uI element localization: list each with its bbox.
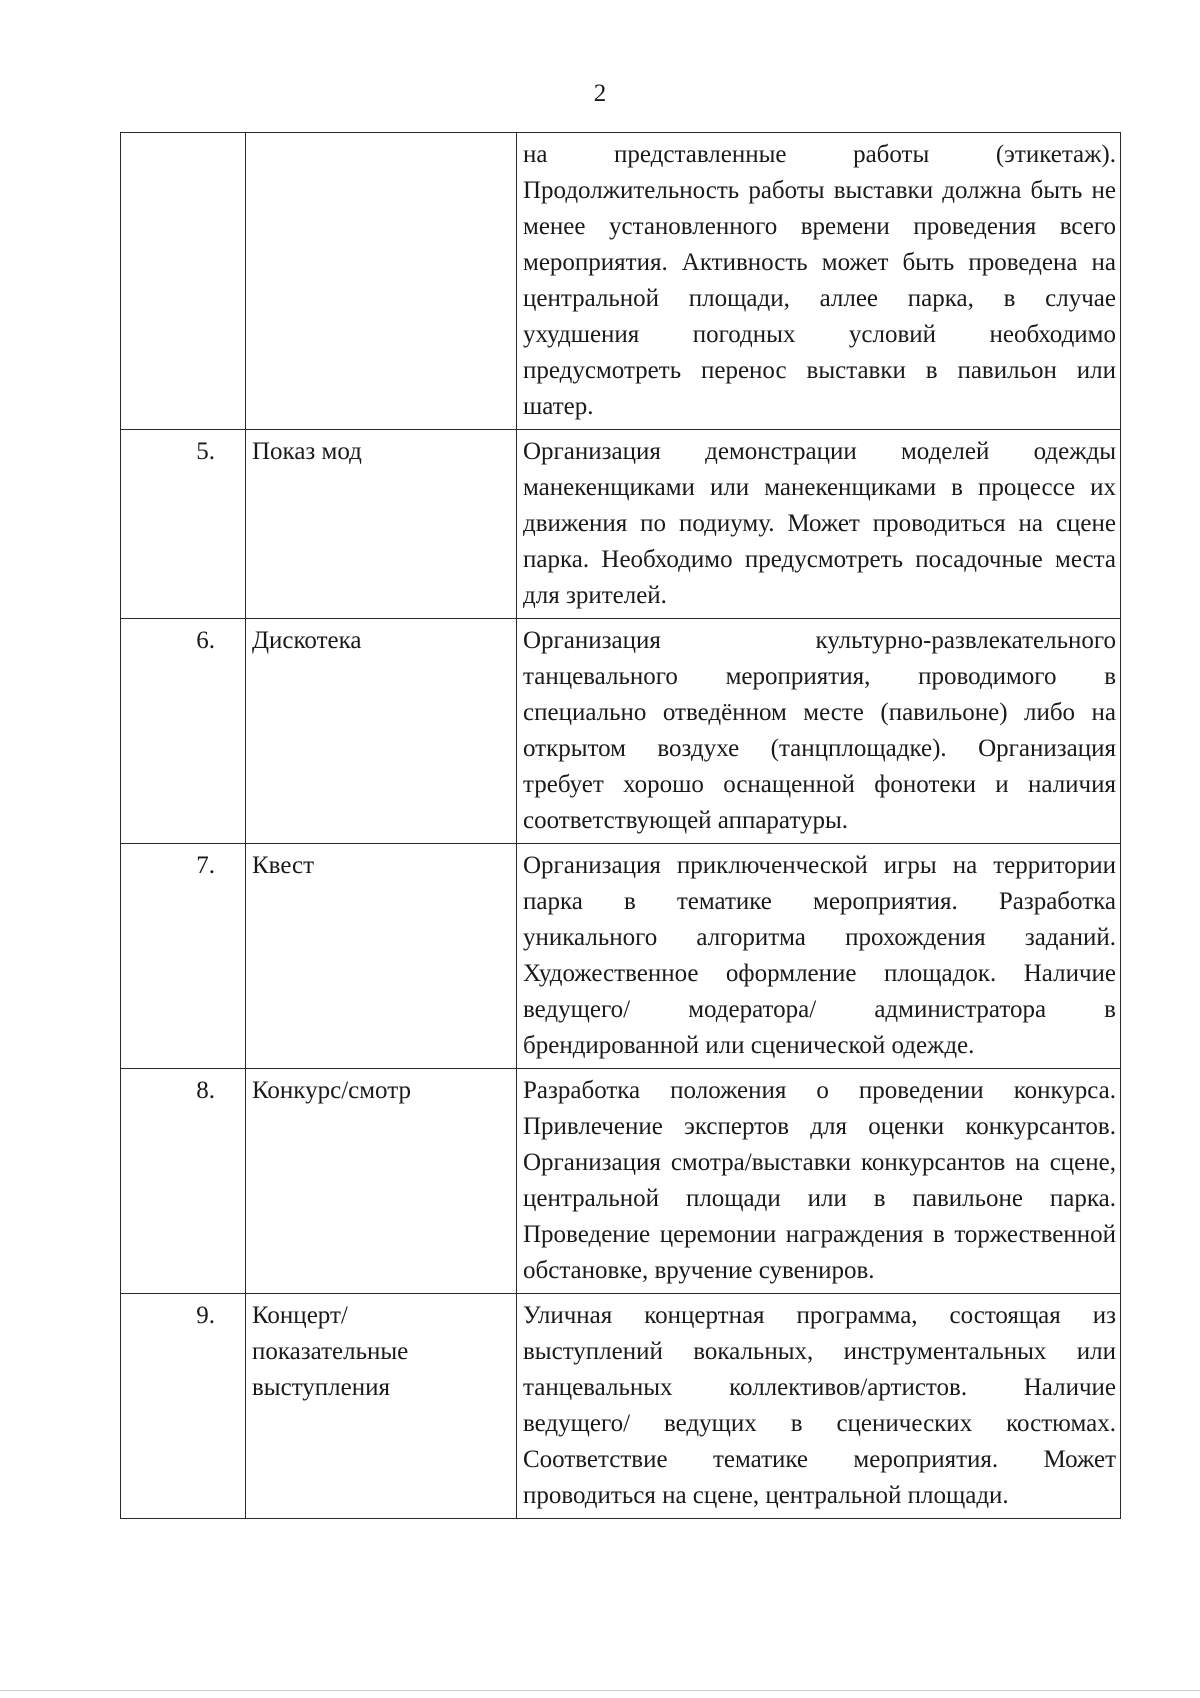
table-row <box>121 430 1121 619</box>
activity-name: Показ мод <box>246 430 517 619</box>
activity-name <box>246 133 517 430</box>
table-row <box>121 1294 1121 1519</box>
row-number <box>121 133 246 430</box>
activity-description: Организация приключенческой игры на территории парка в тематике мероприятия. Разработка уникального алгоритма прохождения заданий. Художественное оформление площадок. Наличие ведущего/ модератора/ администратора в брендированной или сценической одежде. <box>517 844 1121 1069</box>
table-row <box>121 844 1121 1069</box>
activity-description: на представленные работы (этикетаж). Продолжительность работы выставки должна быть не менее установленного времени проведения всего мероприятия. Активность может быть проведена на центральной площади, аллее парка, в случае ухудшения погодных условий необходимо предусмотреть перенос выставки в павильон или шатер. <box>517 133 1121 430</box>
activity-description: Организация культурно-развлекательного танцевального мероприятия, проводимого в специально отведённом месте (павильоне) либо на открытом воздухе (танцплощадке). Организация требует хорошо оснащенной фонотеки и наличия соответствующей аппаратуры. <box>517 619 1121 844</box>
activity-name: Конкурс/смотр <box>246 1069 517 1294</box>
activities-table <box>120 132 1121 1519</box>
activity-name: Концерт/ показательные выступления <box>246 1294 517 1519</box>
row-number: 8. <box>121 1069 246 1294</box>
row-number: 9. <box>121 1294 246 1519</box>
page-edge-divider <box>0 1690 1200 1691</box>
activity-description: Организация демонстрации моделей одежды манекенщиками или манекенщиками в процессе их движения по подиуму. Может проводиться на сцене парка. Необходимо предусмотреть посадочные места для зрителей. <box>517 430 1121 619</box>
table-row <box>121 619 1121 844</box>
activity-name: Квест <box>246 844 517 1069</box>
activity-description: Разработка положения о проведении конкурса. Привлечение экспертов для оценки конкурсантов. Организация смотра/выставки конкурсантов на сцене, центральной площади или в павильоне парка. Проведение церемонии награждения в торжественной обстановке, вручение сувениров. <box>517 1069 1121 1294</box>
table-row <box>121 133 1121 430</box>
table-row <box>121 1069 1121 1294</box>
row-number: 6. <box>121 619 246 844</box>
row-number: 5. <box>121 430 246 619</box>
page-number: 2 <box>593 80 607 107</box>
row-number: 7. <box>121 844 246 1069</box>
activity-description: Уличная концертная программа, состоящая из выступлений вокальных, инструментальных или танцевальных коллективов/артистов. Наличие ведущего/ ведущих в сценических костюмах. Соответствие тематике мероприятия. Может проводиться на сцене, центральной площади. <box>517 1294 1121 1519</box>
activity-name: Дискотека <box>246 619 517 844</box>
